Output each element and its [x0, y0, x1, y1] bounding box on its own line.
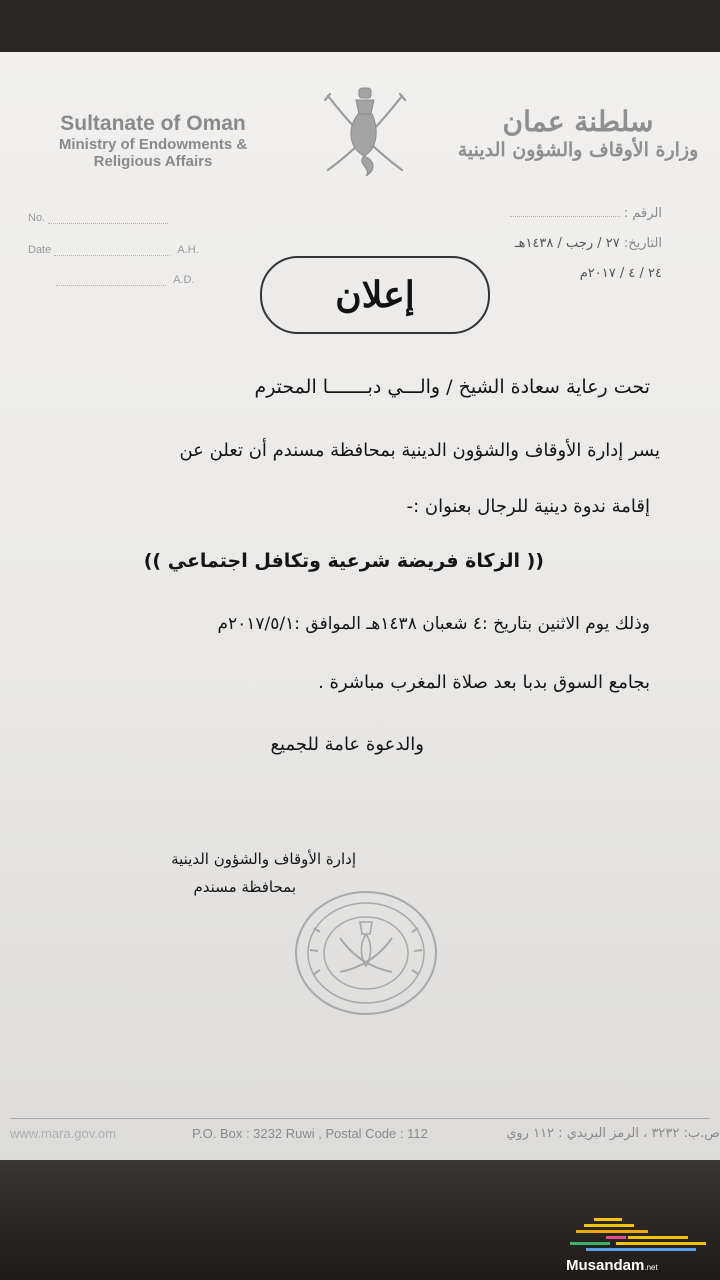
field-ref-ar: [510, 206, 662, 221]
field-ref-line: [510, 216, 620, 217]
logo-bars-icon: [566, 1216, 714, 1256]
letterhead-ar-line2: وزارة الأوقاف والشؤون الدينية: [457, 139, 699, 161]
body-line-intro: يسر إدارة الأوقاف والشؤون الدينية بمحافظة مسندم أن تعلن عن: [179, 440, 660, 461]
watermark-name: Musandam: [566, 1257, 645, 1274]
field-date-ad: [56, 274, 194, 286]
field-date-greg-value: ٢٤ / ٤ / ٢٠١٧م: [579, 266, 662, 281]
body-line-topic: (( الزكاة فريضة شرعية وتكافل اجتماعي )): [143, 550, 544, 572]
footer-po-box-arabic: ص.ب: ٣٢٣٢ ، الرمز البريدي : ١١٢ روي: [506, 1126, 720, 1141]
watermark-suffix: .net: [644, 1263, 658, 1272]
letterhead-english: [38, 112, 268, 171]
national-emblem-icon: [320, 86, 410, 178]
field-date-hijri-value: ٢٧ / رجب / ١٤٣٨هـ: [514, 236, 620, 251]
body-line-invitation: والدعوة عامة للجميع: [270, 734, 424, 755]
footer-po-box: P.O. Box : 3232 Ruwi , Postal Code : 112: [192, 1126, 428, 1141]
field-date-ar-label: التاريخ:: [623, 236, 662, 251]
footer-divider: [10, 1118, 710, 1119]
field-ah-label: A.H.: [177, 244, 199, 256]
body-line-date: وذلك يوم الاثنين بتاريخ :٤ شعبان ١٤٣٨هـ الموافق :٢٠١٧/٥/١م: [217, 614, 650, 634]
body-line-location: بجامع السوق بدبا بعد صلاة المغرب مباشرة .: [318, 672, 650, 693]
watermark-text: [566, 1257, 658, 1274]
field-date-ah: [28, 244, 199, 256]
field-no-line: [48, 223, 168, 224]
announcement-title: إعلان: [260, 256, 490, 334]
field-no: [28, 212, 168, 224]
signature-line2: بمحافظة مسندم: [193, 878, 296, 896]
body-line-seminar: إقامة ندوة دينية للرجال بعنوان :-: [406, 496, 650, 517]
field-ad-label: A.D.: [173, 274, 195, 286]
field-no-label: No.: [28, 212, 46, 224]
body-line-patronage: تحت رعاية سعادة الشيخ / والـــي دبـــــــا المحترم: [254, 376, 650, 398]
field-date-line: [54, 255, 170, 256]
letterhead-en-line3: Religious Affairs: [93, 153, 213, 171]
letterhead-ar-line1: سلطنة عمان: [502, 105, 654, 138]
letterhead-en-line2: Ministry of Endowments &: [58, 136, 248, 154]
official-stamp-icon: [292, 888, 440, 1018]
field-ad-line: [56, 285, 166, 286]
field-date-hijri: [515, 236, 662, 251]
field-date-greg: [580, 266, 662, 281]
letterhead-arabic: [448, 104, 708, 163]
footer-website: www.mara.gov.om: [10, 1126, 116, 1141]
signature-line1: إدارة الأوقاف والشؤون الدينية: [171, 850, 356, 868]
field-ref-label: الرقم :: [623, 206, 662, 221]
field-date-label: Date: [28, 244, 52, 256]
letterhead-en-line1: Sultanate of Oman: [60, 112, 246, 135]
watermark-logo: [566, 1216, 714, 1274]
